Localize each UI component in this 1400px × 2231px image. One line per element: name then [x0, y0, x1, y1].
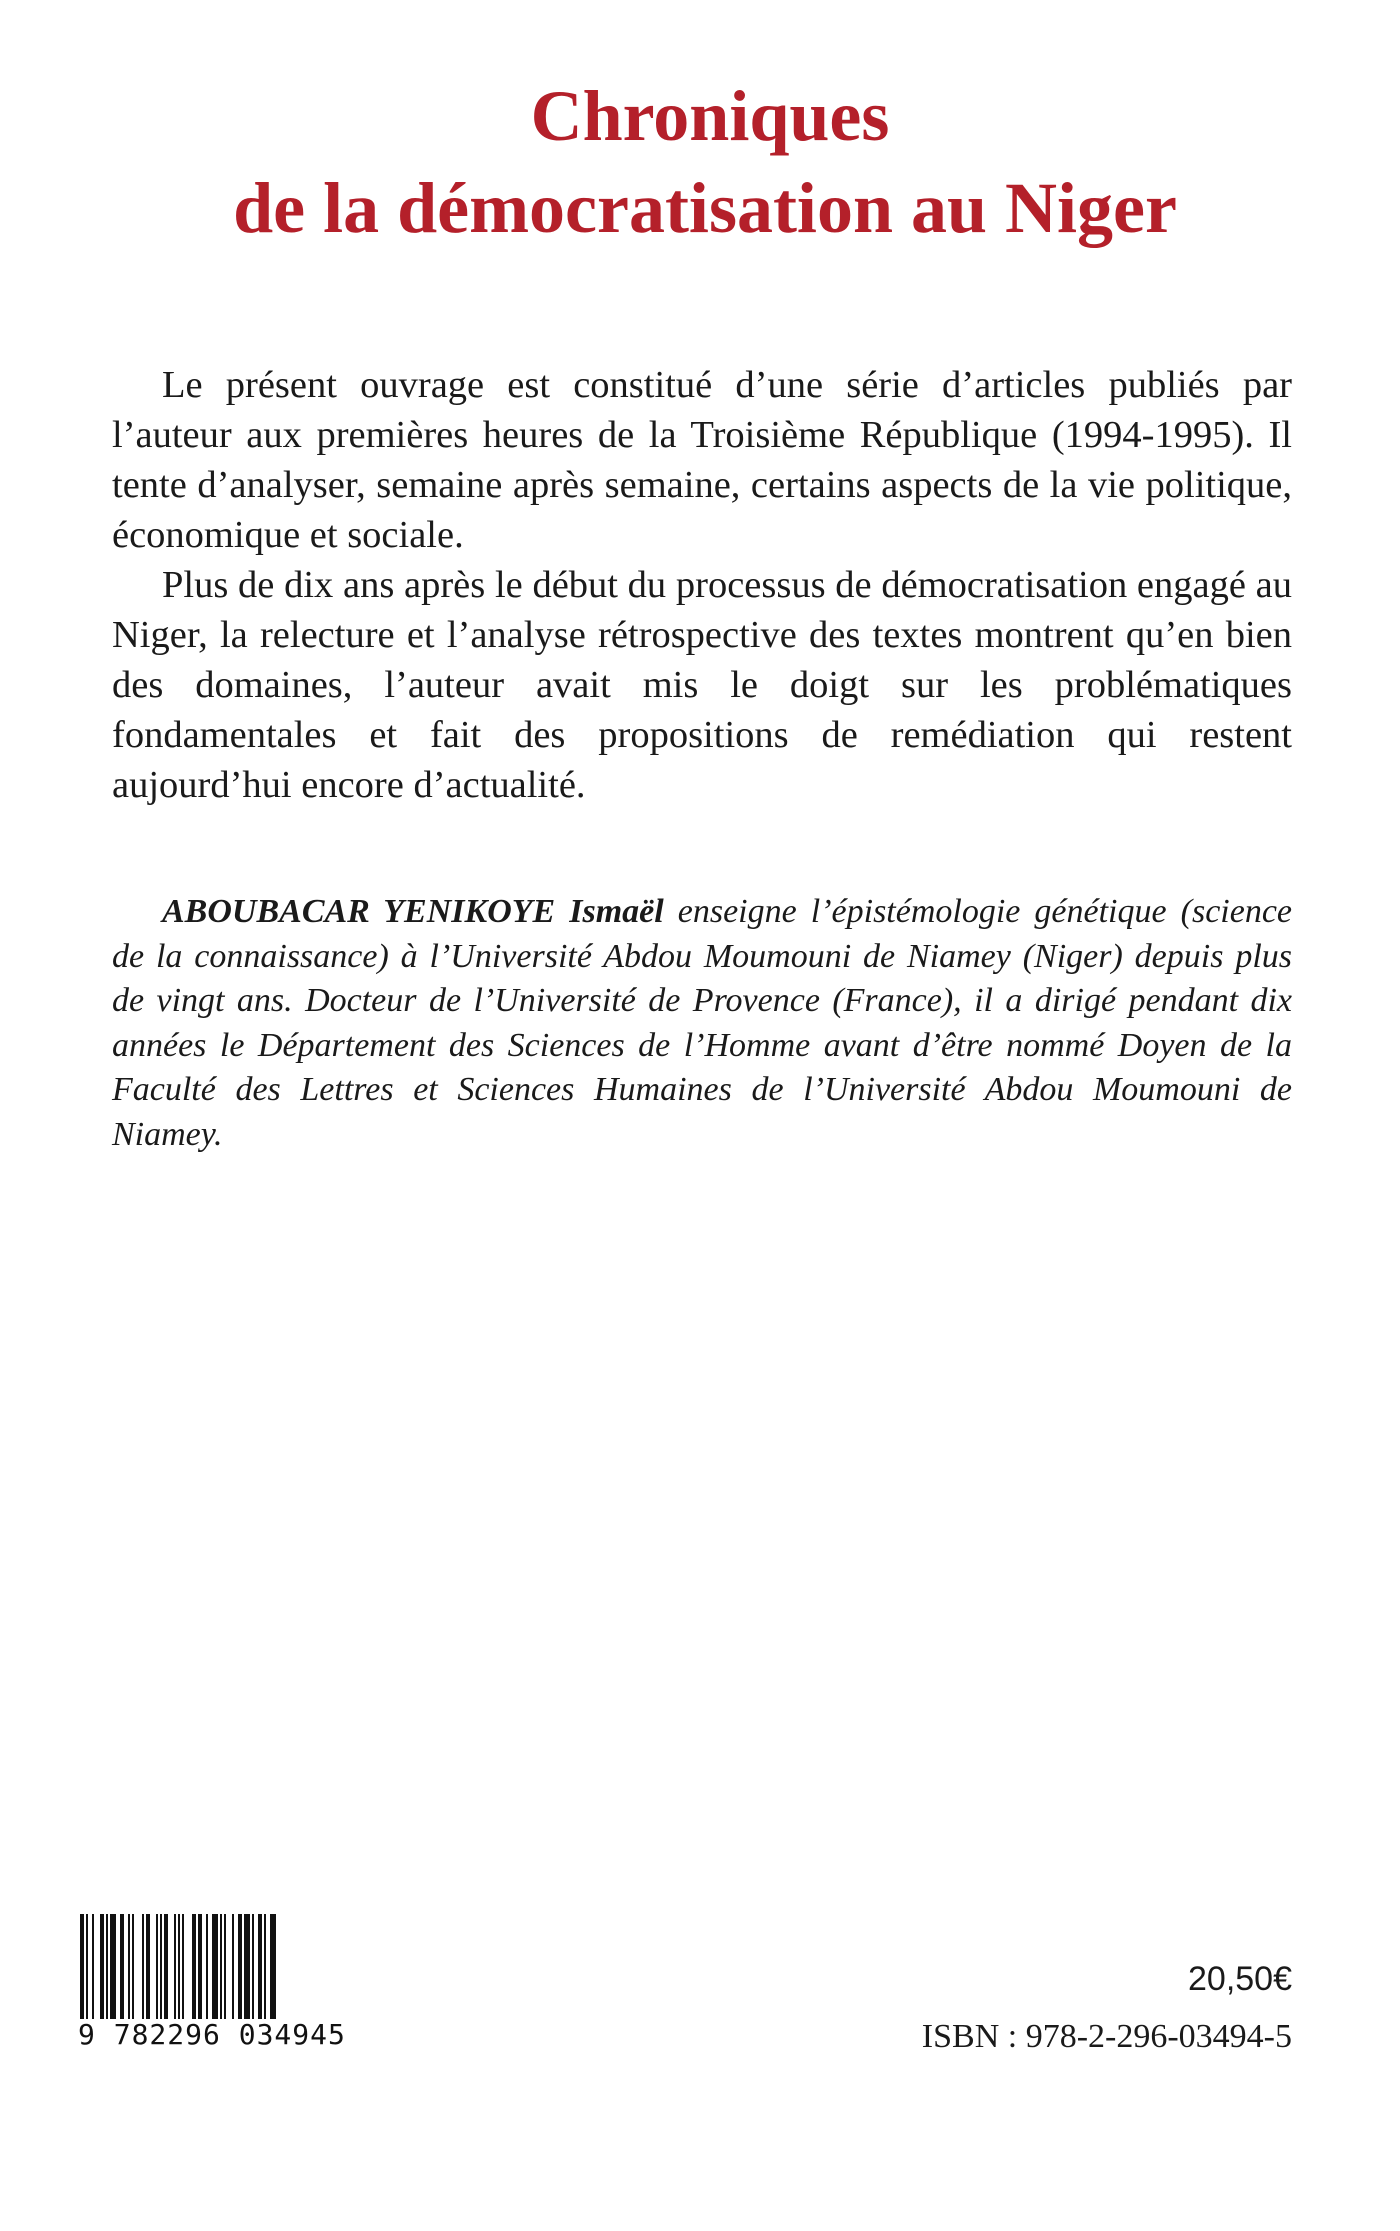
author-bio	[112, 890, 1292, 1157]
barcode-bar	[110, 1914, 116, 2019]
author-name: ABOUBACAR YENIKOYE Ismaël	[162, 893, 664, 930]
barcode-bar	[258, 1914, 262, 2019]
barcode-bar	[80, 1914, 84, 2019]
barcode-bar	[100, 1914, 104, 2019]
book-title-line-2: de la démocratisation au Niger	[233, 168, 1177, 248]
barcode-bar	[182, 1914, 184, 2019]
barcode-bar	[92, 1914, 94, 2019]
barcode-bar	[198, 1914, 202, 2019]
barcode-bar	[220, 1914, 222, 2019]
barcode-bar	[244, 1914, 250, 2019]
barcode-bar	[232, 1914, 234, 2019]
barcode-bar	[164, 1914, 168, 2019]
summary-paragraph-2: Plus de dix ans après le début du processus de démocratisation engagé au Niger, la relecture et l’analyse rétrospective des textes montrent qu’en bien des domaines, l’auteur avait mis le doigt sur les problématiques fondamentales et fait des propositions de remédiation qui restent aujourd’hui encore d’actualité.	[112, 564, 1292, 806]
barcode-bar	[238, 1914, 242, 2019]
barcode-bar	[212, 1914, 218, 2019]
barcode-bar	[192, 1914, 196, 2019]
barcode-bar	[156, 1914, 158, 2019]
barcode-bar	[206, 1914, 208, 2019]
book-title	[0, 70, 1400, 254]
barcode-bar	[160, 1914, 162, 2019]
barcode-bar	[252, 1914, 254, 2019]
price: 20,50€	[1188, 1960, 1292, 1998]
summary-paragraph-1: Le présent ouvrage est constitué d’une série d’articles publiés par l’auteur aux premières heures de la Troisième République (1994-1995). Il tente d’analyser, semaine après semaine, certains aspects de la vie politique, économique et sociale.	[112, 364, 1292, 556]
barcode-bar	[178, 1914, 180, 2019]
book-title-line-1: Chroniques	[530, 76, 890, 156]
book-summary	[112, 360, 1292, 810]
barcode-bars	[78, 1914, 400, 2019]
barcode-bar	[174, 1914, 176, 2019]
barcode-bar	[264, 1914, 266, 2019]
barcode-bar	[142, 1914, 144, 2019]
barcode-bar	[106, 1914, 108, 2019]
author-bio-text: enseigne l’épistémologie génétique (science de la connaissance) à l’Université Abdou Moumouni de Niamey (Niger) depuis plus de vingt ans. Docteur de l’Université de Provence (France), il a dirigé pendant dix années le Département des Sciences de l’Homme avant d’être nommé Doyen de la Faculté des Lettres et Sciences Humaines de l’Université Abdou Moumouni de Niamey.	[112, 893, 1293, 1153]
barcode-bar	[270, 1914, 276, 2019]
isbn: ISBN : 978-2-296-03494-5	[921, 2018, 1292, 2055]
barcode-bar	[120, 1914, 124, 2019]
barcode-bar	[146, 1914, 150, 2019]
barcode-digits: 9 782296 034945	[78, 2018, 346, 2051]
barcode-bar	[128, 1914, 130, 2019]
barcode-bar	[132, 1914, 134, 2019]
barcode-bar	[86, 1914, 88, 2019]
barcode-bar	[224, 1914, 226, 2019]
